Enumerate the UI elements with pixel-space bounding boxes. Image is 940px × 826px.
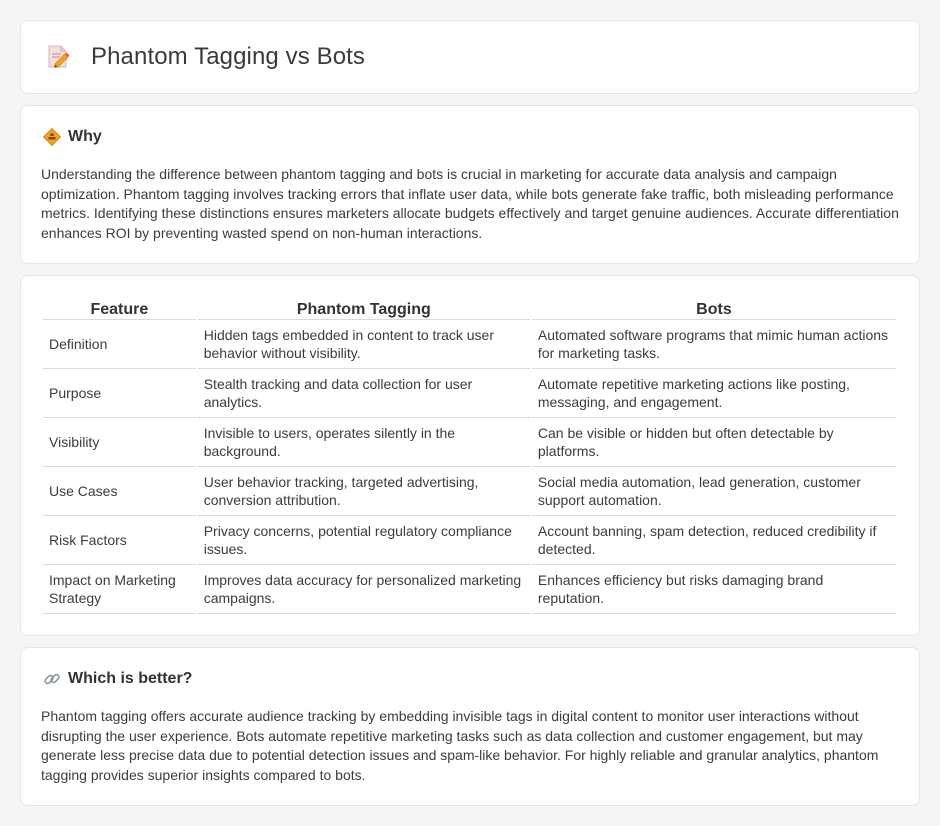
better-title: Which is better? <box>68 670 193 687</box>
feature-cell: Risk Factors <box>43 516 196 565</box>
better-body: Phantom tagging offers accurate audience tracking by embedding invisible tags in digital content to monitor user interactions without disrupting the user experience. Bots automate repetitive marketing tasks such as data collection and customer engagement, but may generate less precise data due to potential detection issues and spam-like behavior. For highly reliable and granular analytics, phantom tagging provides superior insights compared to bots. <box>41 708 879 783</box>
link-icon <box>43 670 61 688</box>
table-row <box>43 369 896 418</box>
title-row <box>45 43 365 71</box>
phantom-tagging-cell: Improves data accuracy for personalized marketing campaigns. <box>198 565 530 614</box>
table-row <box>43 418 896 467</box>
feature-cell: Use Cases <box>43 467 196 516</box>
diamond-sign-icon <box>43 128 61 146</box>
phantom-tagging-cell: Hidden tags embedded in content to track user behavior without visibility. <box>198 320 530 369</box>
feature-cell: Purpose <box>43 369 196 418</box>
phantom-tagging-cell: User behavior tracking, targeted advertising, conversion attribution. <box>198 467 530 516</box>
bots-cell: Can be visible or hidden but often detectable by platforms. <box>532 418 896 467</box>
why-card <box>20 105 920 264</box>
which-better-card <box>20 647 920 806</box>
why-heading <box>43 128 102 146</box>
phantom-tagging-cell: Privacy concerns, potential regulatory compliance issues. <box>198 516 530 565</box>
header-bots: Bots <box>532 296 896 320</box>
comparison-card <box>20 275 920 636</box>
table-row <box>43 516 896 565</box>
why-title: Why <box>68 128 102 145</box>
phantom-tagging-cell: Invisible to users, operates silently in the background. <box>198 418 530 467</box>
table-row <box>43 467 896 516</box>
why-body: Understanding the difference between phantom tagging and bots is crucial in marketing for accurate data analysis and campaign optimization. Phantom tagging involves tracking errors that inflate user data, while bots generate fake traffic, both misleading performance metrics. Identifying these distinctions ensures marketers allocate budgets effectively and target genuine audiences. Accurate differentiation enhances ROI by preventing wasted spend on non-human interactions. <box>41 166 899 241</box>
feature-cell: Definition <box>43 320 196 369</box>
page-title: Phantom Tagging vs Bots <box>91 43 366 70</box>
bots-cell: Account banning, spam detection, reduced credibility if detected. <box>532 516 896 565</box>
better-heading <box>43 670 192 688</box>
header-phantom-tagging: Phantom Tagging <box>198 296 530 320</box>
bots-cell: Automated software programs that mimic human actions for marketing tasks. <box>532 320 896 369</box>
bots-cell: Automate repetitive marketing actions like posting, messaging, and engagement. <box>532 369 896 418</box>
table-row <box>43 565 896 614</box>
document-pencil-icon <box>45 43 71 71</box>
phantom-tagging-cell: Stealth tracking and data collection for user analytics. <box>198 369 530 418</box>
bots-cell: Enhances efficiency but risks damaging brand reputation. <box>532 565 896 614</box>
comparison-table <box>41 296 898 614</box>
feature-cell: Impact on Marketing Strategy <box>43 565 196 614</box>
header-feature: Feature <box>43 296 196 320</box>
table-header-row <box>43 296 896 320</box>
table-row <box>43 320 896 369</box>
header-card <box>20 20 920 94</box>
feature-cell: Visibility <box>43 418 196 467</box>
bots-cell: Social media automation, lead generation, customer support automation. <box>532 467 896 516</box>
